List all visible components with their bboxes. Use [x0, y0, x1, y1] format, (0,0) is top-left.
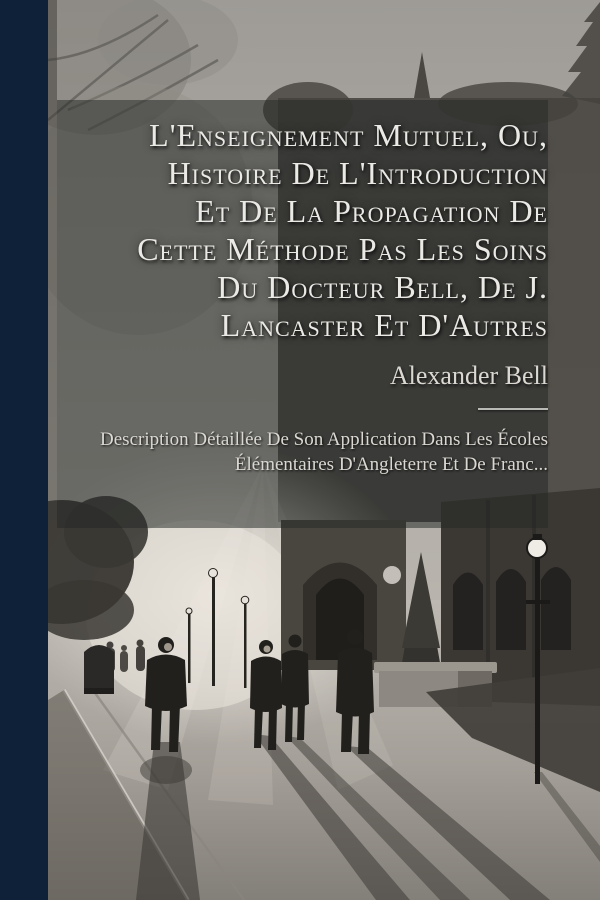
subtitle-line-1: Description Détaillée De Son Application Dans Les Écoles — [100, 429, 548, 450]
spine-band — [0, 0, 48, 900]
cover-text — [60, 116, 548, 477]
left-edge-shade — [48, 0, 57, 520]
book-subtitle — [60, 427, 548, 477]
title-line-3: Et De La Propagation De — [195, 193, 548, 229]
title-line-2: Histoire De L'Introduction — [167, 155, 548, 191]
author-name: Alexander Bell — [389, 361, 548, 390]
subtitle-line-2: Élémentaires D'Angleterre Et De Franc... — [234, 454, 548, 475]
book-title — [60, 116, 548, 344]
title-line-4: Cette Méthode Pas Les Soins — [137, 231, 548, 267]
title-line-1: L'Enseignement Mutuel, Ou, — [149, 117, 548, 153]
title-line-6: Lancaster Et D'Autres — [220, 307, 548, 343]
title-line-5: Du Docteur Bell, De J. — [217, 269, 548, 305]
author-divider — [478, 408, 548, 410]
church-building-center — [281, 520, 406, 670]
kiosk-pillar-icon — [84, 645, 114, 694]
